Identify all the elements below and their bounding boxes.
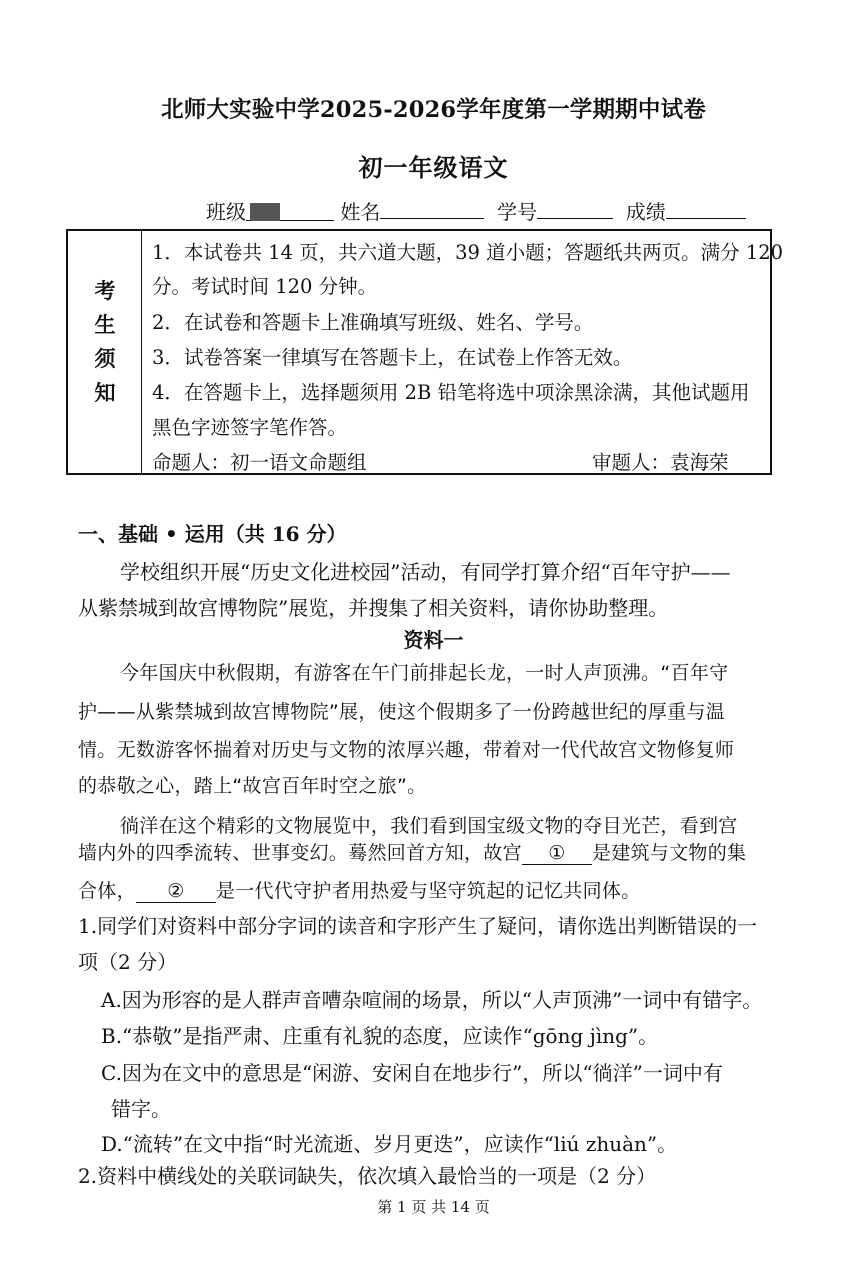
material-line	[78, 876, 641, 903]
exam-notice-box	[66, 229, 784, 475]
material-text: 是一代代守护者用热爱与坚守筑起的记忆共同体。	[215, 880, 641, 902]
student-info-line	[206, 196, 746, 225]
id-field[interactable]	[537, 198, 613, 219]
section-intro-line: 从紫禁城到故宫博物院”展览，并搜集了相关资料，请你协助整理。	[78, 596, 669, 620]
notice-side-label	[68, 231, 142, 473]
notice-author: 命题人：初一语文命题组	[152, 451, 367, 474]
material-title: 资料一	[403, 628, 464, 652]
option-c-cont: 错字。	[111, 1097, 171, 1121]
name-label: 姓名	[340, 200, 381, 224]
question-1-line: 1.同学们对资料中部分字词的读音和字形产生了疑问，请你选出判断错误的一	[78, 914, 758, 938]
notice-line: 分。考试时间 120 分钟。	[152, 275, 378, 298]
question-1-line: 项（2 分）	[78, 950, 178, 974]
blank-2: ②	[136, 880, 216, 903]
blank-1: ①	[522, 842, 592, 865]
material-line: 护——从紫禁城到故宫博物院”展，使这个假期多了一份跨越世纪的厚重与温	[78, 701, 726, 723]
scribble-mark	[250, 203, 280, 221]
notice-side-char: 须	[94, 346, 116, 371]
notice-line: 3．试卷答案一律填写在答题卡上，在试卷上作答无效。	[152, 346, 633, 369]
option-d[interactable]: D.“流转”在文中指“时光流逝、岁月更迭”，应读作“liú zhuàn”。	[101, 1132, 678, 1156]
material-text: 是建筑与文物的集	[591, 842, 747, 864]
option-b[interactable]: B.“恭敬”是指严肃、庄重有礼貌的态度，应读作“gōng jìng”。	[101, 1024, 659, 1048]
section-intro-line: 学校组织开展“历史文化进校园”活动，有同学打算介绍“百年守护——	[120, 560, 731, 584]
material-line: 情。无数游客怀揣着对历史与文物的浓厚兴趣，带着对一代代故宫文物修复师	[78, 739, 735, 761]
notice-line: 2．在试卷和答题卡上准确填写班级、姓名、学号。	[152, 311, 594, 334]
notice-line: 4．在答题卡上，选择题须用 2B 铅笔将选中项涂黑涂满，其他试题用	[152, 381, 750, 404]
notice-side-char: 知	[94, 380, 116, 405]
material-line: 徜洋在这个精彩的文物展览中，我们看到国宝级文物的夺目光芒，看到宫	[120, 815, 738, 837]
material-text: 墙内外的四季流转、世事变幻。蓦然回首方知，故宫	[78, 842, 522, 864]
material-line: 今年国庆中秋假期，有游客在午门前排起长龙，一时人声顶沸。“百年守	[120, 662, 729, 684]
notice-side-char: 考	[94, 278, 116, 303]
section-heading: 一、基础 • 运用（共 16 分）	[78, 522, 347, 546]
class-label: 班级	[206, 200, 246, 224]
question-2: 2.资料中横线处的关联词缺失，依次填入最恰当的一项是（2 分）	[78, 1164, 657, 1188]
material-line: 的恭敬之心，踏上“故宫百年时空之旅”。	[78, 775, 427, 797]
material-line	[78, 838, 746, 865]
score-label: 成绩	[625, 200, 666, 224]
notice-line: 黑色字迹签字笔作答。	[152, 416, 348, 439]
material-text: 合体，	[78, 880, 136, 902]
notice-side-char: 生	[94, 312, 116, 337]
notice-reviewer: 审题人：袁海荣	[592, 451, 729, 474]
score-field[interactable]	[666, 198, 746, 219]
exam-subtitle: 初一年级语文	[358, 153, 509, 182]
class-field[interactable]	[246, 200, 334, 221]
id-label: 学号	[497, 200, 538, 224]
page-footer: 第 1 页 共 14 页	[377, 1198, 490, 1216]
exam-title: 北师大实验中学2025-2026学年度第一学期期中试卷	[161, 97, 706, 123]
option-a[interactable]: A.因为形容的是人群声音嘈杂喧闹的场景，所以“人声顶沸”一词中有错字。	[101, 988, 763, 1012]
notice-line: 1．本试卷共 14 页，共六道大题，39 道小题；答题纸共两页。满分 120	[152, 241, 784, 264]
option-c[interactable]: C.因为在文中的意思是“闲游、安闲自在地步行”，所以“徜洋”一词中有	[101, 1061, 723, 1085]
name-field[interactable]	[380, 198, 484, 219]
